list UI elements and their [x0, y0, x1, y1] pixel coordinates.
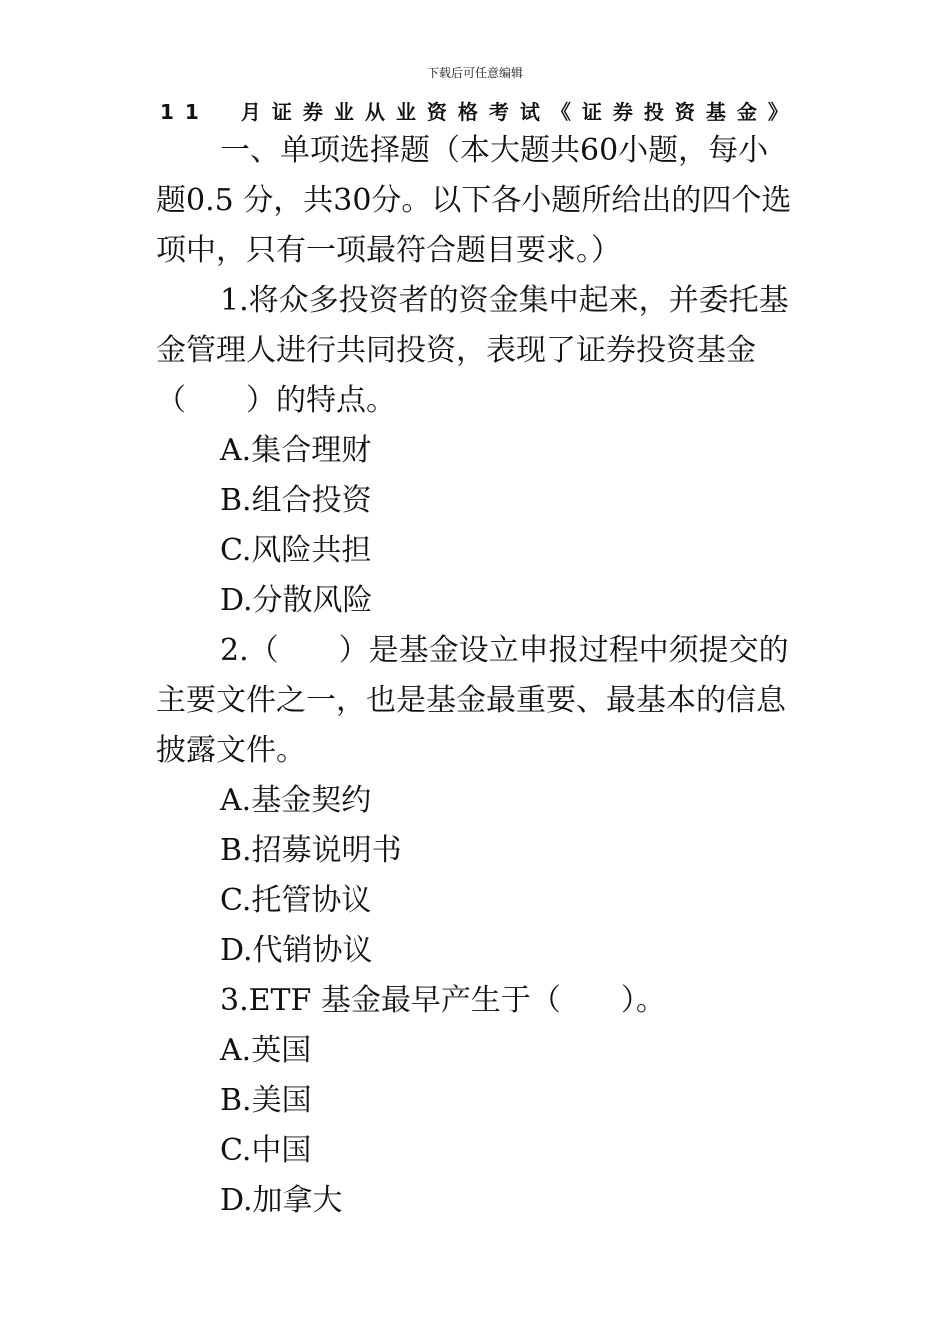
question-stem: 3.ETF 基金最早产生于（ ）。: [220, 983, 666, 1018]
answer-option: A.英国: [220, 1033, 312, 1068]
answer-option: A.基金契约: [220, 783, 372, 818]
question-stem: 1.将众多投资者的资金集中起来，并委托基金管理人进行共同投资，表现了证券投资基金（ ）的特点。: [156, 283, 789, 418]
answer-option: B.招募说明书: [220, 833, 402, 868]
answer-option: D.代销协议: [220, 933, 373, 968]
answer-option: C.托管协议: [220, 883, 372, 918]
section-intro: 一、单项选择题（本大题共60小题，每小题0.5 分，共30分。以下各小题所给出的四个选项中，只有一项最符合题目要求。）: [156, 133, 792, 268]
question-stem: 2.（ ）是基金设立申报过程中须提交的主要文件之一，也是基金最重要、最基本的信息披露文件。: [156, 633, 789, 768]
document-title: 11 月证券业从业资格考试《证券投资基金》: [160, 100, 799, 124]
answer-option: D.加拿大: [220, 1183, 343, 1218]
header-note: 下载后可任意编辑: [426, 66, 523, 80]
answer-option: B.美国: [220, 1083, 312, 1118]
answer-option: C.中国: [220, 1133, 312, 1168]
answer-option: C.风险共担: [220, 533, 372, 568]
answer-option: D.分散风险: [220, 583, 373, 618]
answer-option: B.组合投资: [220, 483, 372, 518]
answer-option: A.集合理财: [220, 433, 372, 468]
document-body: [156, 126, 796, 1226]
